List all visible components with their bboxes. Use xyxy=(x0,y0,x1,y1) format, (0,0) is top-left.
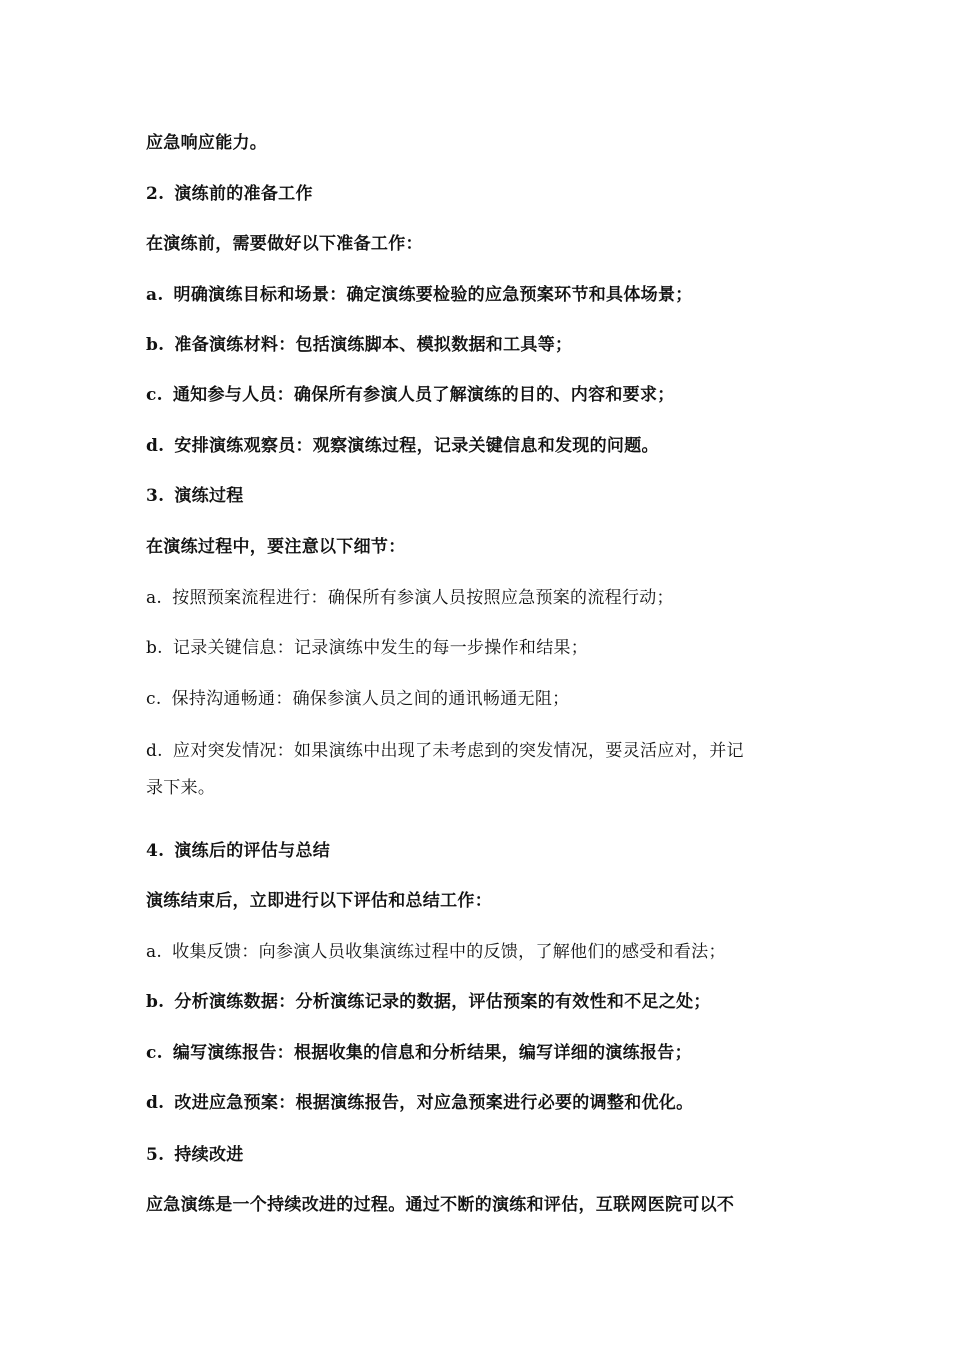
list-item-text: 明确演练目标和场景：确定演练要检验的应急预案环节和具体场景； xyxy=(173,285,693,305)
list-marker: c. xyxy=(146,689,162,709)
list-marker: a. xyxy=(146,588,163,608)
paragraph-line xyxy=(146,133,826,153)
list-item xyxy=(146,942,826,962)
list-item xyxy=(146,992,826,1012)
list-item xyxy=(146,285,826,305)
list-item-text: 保持沟通畅通：确保参演人员之间的通讯畅通无阻； xyxy=(171,689,570,709)
section-heading xyxy=(146,1145,826,1165)
list-item xyxy=(146,689,826,709)
paragraph-line xyxy=(146,537,826,557)
list-marker: d. xyxy=(146,436,165,456)
paragraph-line xyxy=(146,234,826,254)
list-item-text: 收集反馈：向参演人员收集演练过程中的反馈，了解他们的感受和看法； xyxy=(172,942,726,962)
list-item-text: 安排演练观察员：观察演练过程，记录关键信息和发现的问题。 xyxy=(174,436,659,456)
list-item-text: 应对突发情况：如果演练中出现了未考虑到的突发情况，要灵活应对，并记 xyxy=(172,741,744,761)
heading-text: 持续改进 xyxy=(174,1145,244,1165)
list-marker: 3. xyxy=(146,486,165,506)
list-item xyxy=(146,741,826,761)
list-marker: a. xyxy=(146,942,163,962)
list-item-text: 按照预案流程进行：确保所有参演人员按照应急预案的流程行动； xyxy=(172,588,674,608)
list-item xyxy=(146,385,826,405)
list-marker: b. xyxy=(146,992,165,1012)
list-item xyxy=(146,1093,826,1113)
list-item-text: 编写演练报告：根据收集的信息和分析结果，编写详细的演练报告； xyxy=(172,1043,692,1063)
section-heading xyxy=(146,184,826,204)
list-item xyxy=(146,1043,826,1063)
list-marker: b. xyxy=(146,638,163,658)
list-marker: c. xyxy=(146,385,163,405)
section-heading xyxy=(146,841,826,861)
heading-text: 演练前的准备工作 xyxy=(174,184,313,204)
list-item xyxy=(146,588,826,608)
list-marker: b. xyxy=(146,335,165,355)
line-text: 应急响应能力。 xyxy=(146,133,268,153)
list-marker: 2. xyxy=(146,184,165,204)
list-item xyxy=(146,638,826,658)
list-marker: 4. xyxy=(146,841,165,861)
line-text: 录下来。 xyxy=(146,778,216,798)
list-item xyxy=(146,436,826,456)
paragraph-line xyxy=(146,891,826,911)
line-text: 应急演练是一个持续改进的过程。通过不断的演练和评估，互联网医院可以不 xyxy=(146,1195,735,1215)
list-item-text: 记录关键信息：记录演练中发生的每一步操作和结果； xyxy=(172,638,589,658)
heading-text: 演练过程 xyxy=(174,486,244,506)
line-text: 在演练过程中，要注意以下细节： xyxy=(146,537,406,557)
list-marker: d. xyxy=(146,1093,165,1113)
list-item-text: 分析演练数据：分析演练记录的数据，评估预案的有效性和不足之处； xyxy=(174,992,711,1012)
list-item xyxy=(146,335,826,355)
list-item-text: 通知参与人员：确保所有参演人员了解演练的目的、内容和要求； xyxy=(172,385,675,405)
list-marker: a. xyxy=(146,285,164,305)
list-marker: d. xyxy=(146,741,163,761)
list-marker: 5. xyxy=(146,1145,165,1165)
list-item-text: 准备演练材料：包括演练脚本、模拟数据和工具等； xyxy=(174,335,573,355)
list-item-continuation xyxy=(146,778,826,798)
paragraph-line xyxy=(146,1195,826,1215)
list-item-text: 改进应急预案：根据演练报告，对应急预案进行必要的调整和优化。 xyxy=(174,1093,694,1113)
heading-text: 演练后的评估与总结 xyxy=(174,841,331,861)
list-marker: c. xyxy=(146,1043,163,1063)
line-text: 在演练前，需要做好以下准备工作： xyxy=(146,234,423,254)
line-text: 演练结束后，立即进行以下评估和总结工作： xyxy=(146,891,492,911)
section-heading xyxy=(146,486,826,506)
